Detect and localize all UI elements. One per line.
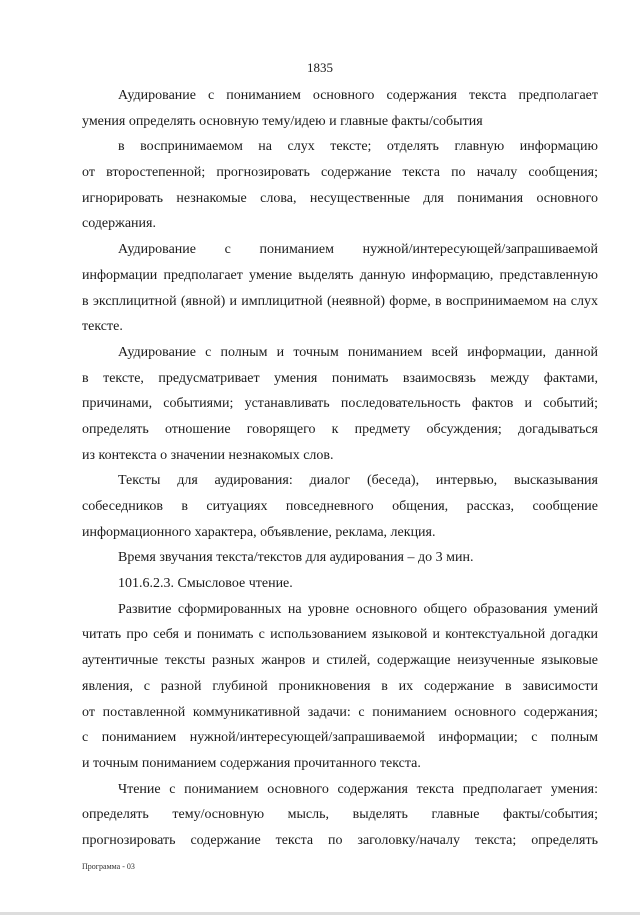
text-line: в эксплицитной (явной) и имплицитной (неявной) форме, в воспринимаемом на слух [82,293,598,309]
section-heading: 101.6.2.3. Смысловое чтение. [118,576,293,592]
text-line: определять отношение говорящего к предмету обсуждения; догадываться [82,421,598,437]
text-line: Развитие сформированных на уровне основного общего образования умений [118,601,598,617]
text-line: Аудирование с полным и точным пониманием всей информации, данной [118,344,598,360]
text-line: Время звучания текста/текстов для аудирования – до 3 мин. [118,550,474,566]
text-line: прогнозировать содержание текста по заголовку/началу текста; определять [82,832,598,848]
text-line: причинами, событиями; устанавливать последовательность фактов и событий; [82,396,598,412]
text-line: от поставленной коммуникативной задачи: с пониманием основного содержания; [82,704,598,720]
text-line: собеседников в ситуациях повседневного общения, рассказ, сообщение [82,499,598,514]
text-line: Аудирование с пониманием основного содержания текста предполагает [118,88,598,103]
document-body [82,85,598,856]
text-line: игнорировать незнакомые слова, несущественные для понимания основного [82,190,598,206]
text-line: и точным пониманием содержания прочитанного текста. [82,755,421,771]
page-footer: Программа - 03 [82,862,135,871]
text-line: в тексте, предусматривает умения понимать взаимосвязь между фактами, [82,370,598,386]
text-line: умения определять основную тему/идею и главные факты/события [82,113,483,129]
page-number: 1835 [307,60,333,75]
text-line: явления, с разной глубиной проникновения в их содержание в зависимости [82,678,598,694]
text-line: читать про себя и понимать с использованием языковой и контекстуальной догадки [82,627,598,643]
text-line: информации предполагает умение выделять данную информацию, представленную [82,267,598,283]
text-line: от второстепенной; прогнозировать содержание текста по началу сообщения; [82,165,598,181]
text-line: Чтение с пониманием основного содержания текста предполагает умения: [118,781,598,797]
text-line: Аудирование с пониманием нужной/интересующей/запрашиваемой [118,242,598,258]
text-line: информационного характера, объявление, реклама, лекция. [82,524,436,540]
text-line: аутентичные тексты разных жанров и стилей, содержащие неизученные языковые [82,653,598,669]
text-line: содержания. [82,216,156,232]
text-line: с пониманием нужной/интересующей/запрашиваемой информации; с полным [82,730,598,746]
text-line: из контекста о значении незнакомых слов. [82,447,334,463]
text-line: в воспринимаемом на слух тексте; отделять главную информацию [118,139,598,155]
text-line: определять тему/основную мысль, выделять главные факты/события; [82,807,598,823]
text-line: Тексты для аудирования: диалог (беседа), интервью, высказывания [118,473,598,489]
text-line: тексте. [82,319,123,335]
